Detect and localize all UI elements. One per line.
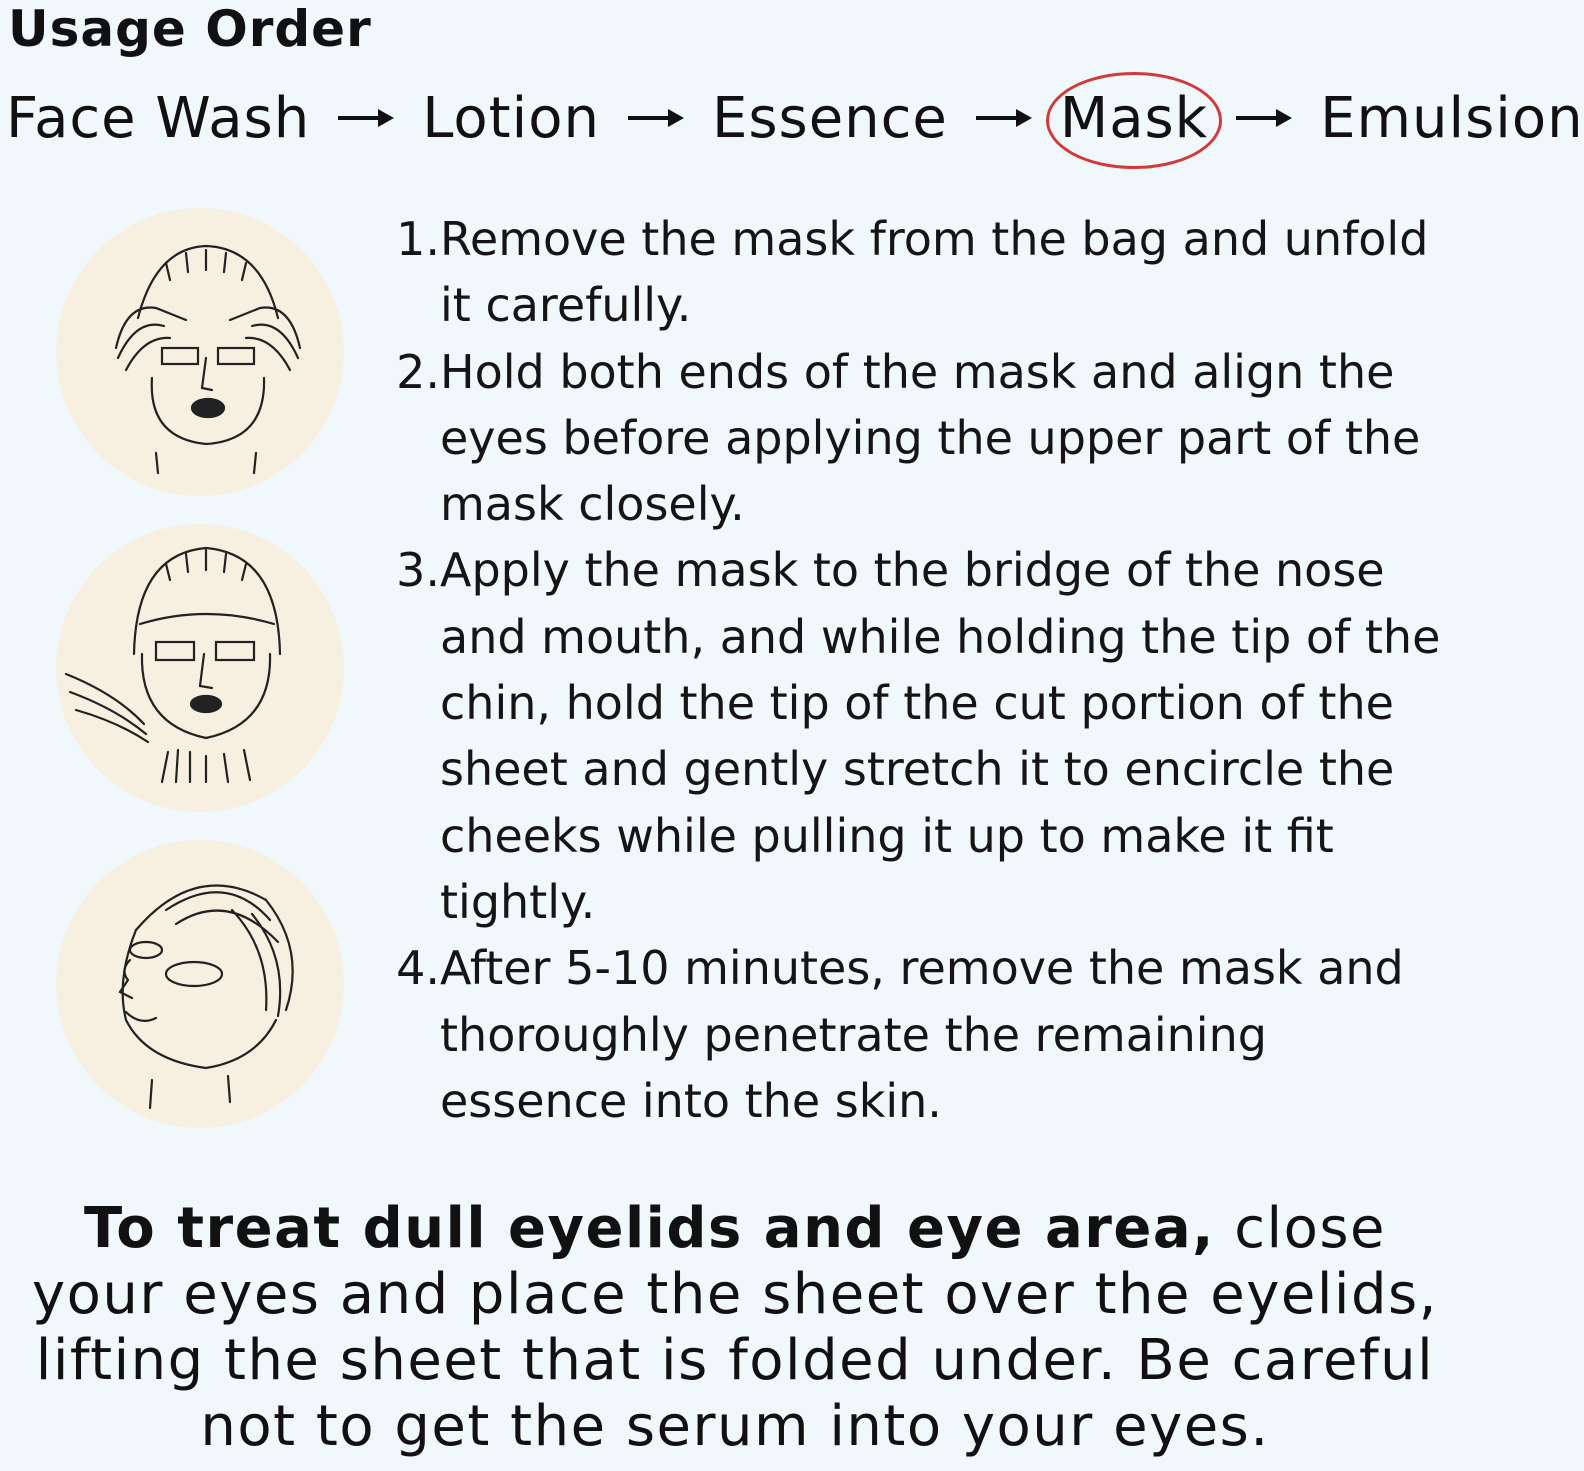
step-mask-highlighted: Mask [1059,85,1209,151]
instruction-number: 1. [396,212,440,266]
instruction-number: 3. [396,543,440,598]
eye-area-note-text: close your eyes and place the sheet over the eyelids, lifting the sheet that is folded under. Be careful not to get the serum into your eyes. [32,1196,1438,1459]
step-face-wash: Face Wash [6,85,311,151]
eye-area-note [20,1196,1450,1460]
arrow-right-icon [336,103,396,133]
arrow-right-icon [974,103,1034,133]
step-essence: Essence [711,85,948,151]
eye-area-note-bold: To treat dull eyelids and eye area, [84,1196,1215,1261]
instruction-item [392,537,1452,935]
step-lotion: Lotion [422,85,600,151]
face-mask-illustration-1 [56,208,344,496]
usage-order-row [6,78,1584,158]
instruction-number: 4. [396,941,440,996]
instruction-item [392,206,1452,339]
step-emulsion: Emulsion [1320,85,1584,151]
instruction-item [392,935,1452,1134]
page-title: Usage Order [8,0,372,58]
instruction-number: 2. [396,344,440,399]
instruction-text: Apply the mask to the bridge of the nose and mouth, and while holding the tip of the chin, hold the tip of the cut portion of the sheet and gently stretch it to encircle the cheeks while pulling it up to make it fit tightly. [440,543,1441,929]
instruction-text: Hold both ends of the mask and align the eyes before applying the upper part of the mask closely. [440,344,1421,532]
instruction-item [392,339,1452,538]
arrow-right-icon [626,103,686,133]
face-mask-illustration-3 [56,840,344,1128]
instructions-list [392,206,1452,1134]
arrow-right-icon [1234,103,1294,133]
instruction-text: After 5-10 minutes, remove the mask and thoroughly penetrate the remaining essence into the skin. [440,941,1404,1128]
instruction-text: Remove the mask from the bag and unfold it carefully. [440,212,1429,333]
face-mask-illustration-2 [56,524,344,812]
